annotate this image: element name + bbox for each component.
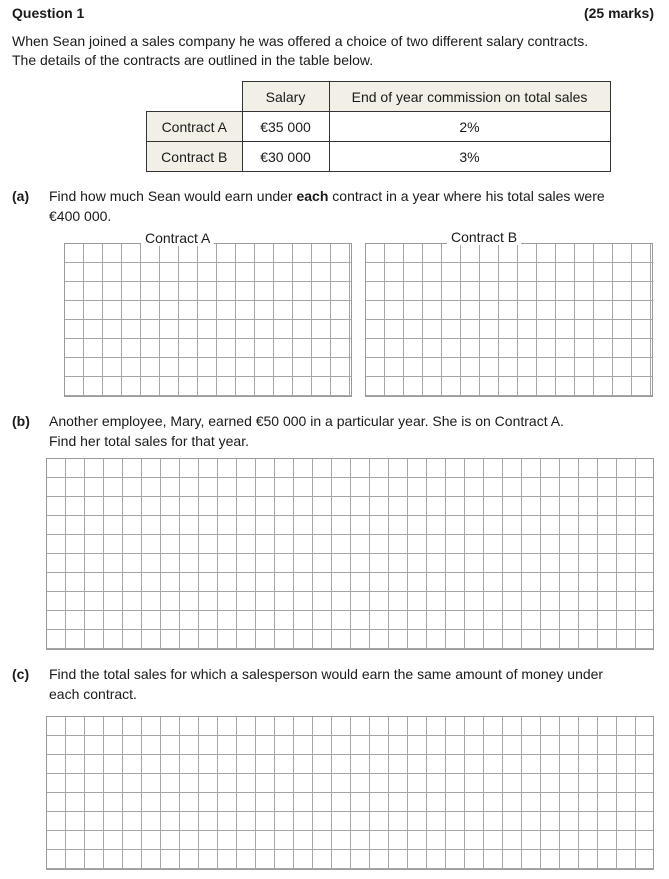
question-title: Question 1 <box>12 5 85 21</box>
contracts-table <box>146 81 611 172</box>
answer-grid-part-b[interactable] <box>46 458 654 650</box>
header-commission: End of year commission on total sales <box>329 82 610 112</box>
answer-grid-contract-a[interactable] <box>64 243 352 397</box>
part-b-text-line1: Another employee, Mary, earned €50 000 in a particular year. She is on Contract A. <box>49 413 564 429</box>
part-c-text-line2: each contract. <box>49 686 137 702</box>
part-a-text-line2: €400 000. <box>49 208 112 224</box>
table-corner-cell <box>147 82 243 112</box>
answer-grid-part-c[interactable] <box>46 716 654 870</box>
question-intro <box>12 32 652 70</box>
grid-label-contract-b: Contract B <box>447 229 521 245</box>
part-c-text-line1: Find the total sales for which a salesperson would earn the same amount of money under <box>49 666 604 682</box>
header-salary: Salary <box>242 82 329 112</box>
salary-contract-a: €35 000 <box>242 112 329 142</box>
part-a-letter: (a) <box>12 188 30 204</box>
row-label-contract-a: Contract A <box>147 112 243 142</box>
question-marks: (25 marks) <box>583 5 654 21</box>
commission-contract-a: 2% <box>329 112 610 142</box>
part-a-text <box>49 186 649 226</box>
salary-contract-b: €30 000 <box>242 142 329 172</box>
intro-line-2: The details of the contracts are outlined in the table below. <box>12 52 374 68</box>
part-b-letter: (b) <box>12 413 30 429</box>
grid-label-contract-a: Contract A <box>141 230 214 246</box>
row-label-contract-b: Contract B <box>147 142 243 172</box>
answer-grid-contract-b[interactable] <box>365 243 653 397</box>
part-b-text-line2: Find her total sales for that year. <box>49 433 249 449</box>
part-a-text-bold: each <box>296 188 329 204</box>
part-a-text-start: Find how much Sean would earn under <box>49 188 297 204</box>
table-row <box>147 112 611 142</box>
intro-line-1: When Sean joined a sales company he was offered a choice of two different salary contracts. <box>12 33 589 49</box>
commission-contract-b: 3% <box>329 142 610 172</box>
part-c-letter: (c) <box>12 666 30 682</box>
part-b-text <box>49 411 649 451</box>
part-c-text <box>49 664 649 704</box>
table-row <box>147 142 611 172</box>
part-a-text-end: contract in a year where his total sales were <box>328 188 605 204</box>
table-header-row <box>147 82 611 112</box>
